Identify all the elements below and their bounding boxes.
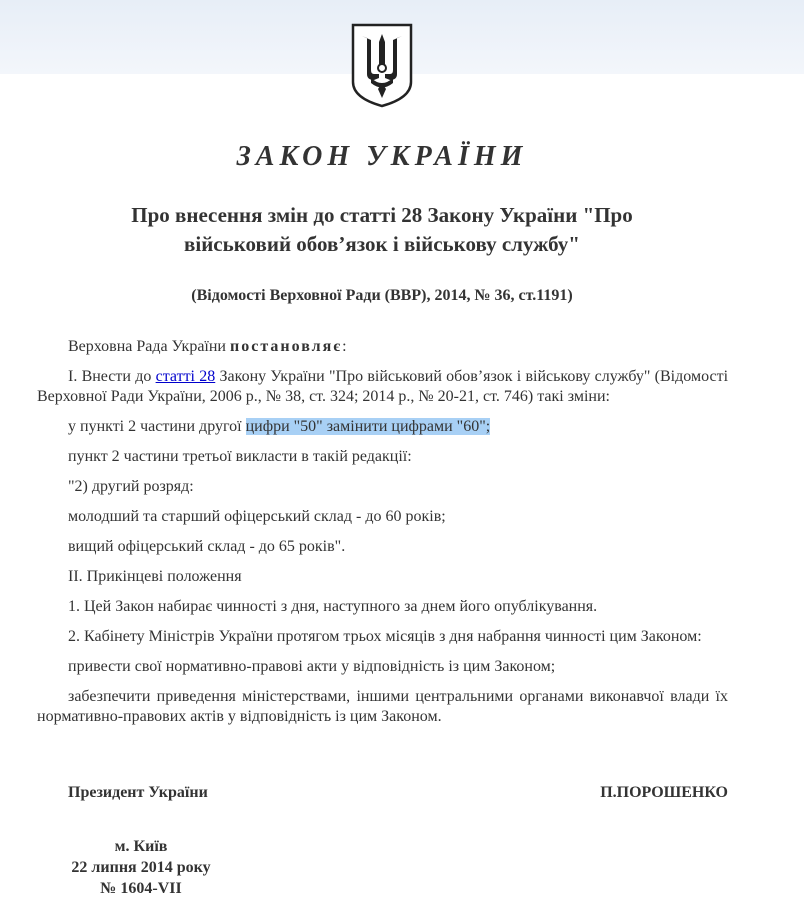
paragraph-cabinet-ministries: забезпечити приведення міністерствами, іншими центральними органами виконавчої влади їх нормативно-правових актів у відповідність із цим Законом.: [37, 688, 728, 725]
paragraph-change-2: пункт 2 частини третьої викласти в такій редакції:: [68, 448, 412, 465]
law-number: № 1604-VII: [100, 880, 182, 897]
paragraph-preamble: [37, 337, 728, 357]
paragraph-section-1: [37, 367, 728, 407]
paragraph-junior-officers: молодший та старший офіцерський склад - до 60 років;: [68, 508, 446, 525]
paragraph-cabinet: 2. Кабінету Міністрів України протягом трьох місяців з дня набрання чинності цим Законом:: [68, 628, 702, 645]
date: 22 липня 2014 року: [71, 859, 211, 876]
preamble-emphasis: постановляє: [230, 338, 343, 355]
article-28-link[interactable]: статті 28: [155, 368, 216, 385]
change-1-start: у пункті 2 частини другої: [68, 418, 246, 435]
publication-source: (Відомості Верховної Ради (ВВР), 2014, № 36, ст.1191): [191, 287, 573, 304]
highlighted-selection: цифри "50" замінити цифрами "60";: [245, 418, 491, 435]
paragraph-effective-date: 1. Цей Закон набирає чинності з дня, наступного за днем його опублікування.: [68, 598, 598, 615]
preamble-colon: :: [342, 338, 347, 355]
paragraph-final-provisions: II. Прикінцеві положення: [68, 568, 242, 585]
paragraph-cabinet-acts: привести свої нормативно-правові акти у відповідність із цим Законом;: [68, 658, 556, 675]
signatory-position: Президент України: [68, 784, 208, 801]
law-subtitle: [100, 201, 664, 259]
subtitle-line-1: Про внесення змін до статті 28 Закону України "Про: [131, 203, 633, 227]
law-title: ЗАКОН УКРАЇНИ: [236, 141, 528, 172]
paragraph-rank: "2) другий розряд:: [68, 478, 194, 495]
paragraph-senior-officers: вищий офіцерський склад - до 65 років".: [68, 538, 346, 555]
section-1-start: I. Внести до: [68, 368, 156, 385]
preamble-text: Верховна Рада України: [68, 338, 230, 355]
trident-coat-of-arms-icon: [350, 22, 414, 108]
section-1-end: Закону України "Про військовий обов’язок і військову службу" (Відомості Верховної Ради України, 2006 р., № 38, ст. 324; 2014 р., № 20-21, ст. 746) такі зміни:: [37, 368, 729, 405]
place-and-date: [66, 836, 216, 899]
paragraph-change-1: [37, 417, 728, 437]
city: м. Київ: [114, 838, 168, 855]
subtitle-line-2: військовий обов’язок і військову службу": [184, 232, 580, 256]
signatory-name: П.ПОРОШЕНКО: [600, 784, 728, 801]
law-body: [37, 337, 728, 727]
